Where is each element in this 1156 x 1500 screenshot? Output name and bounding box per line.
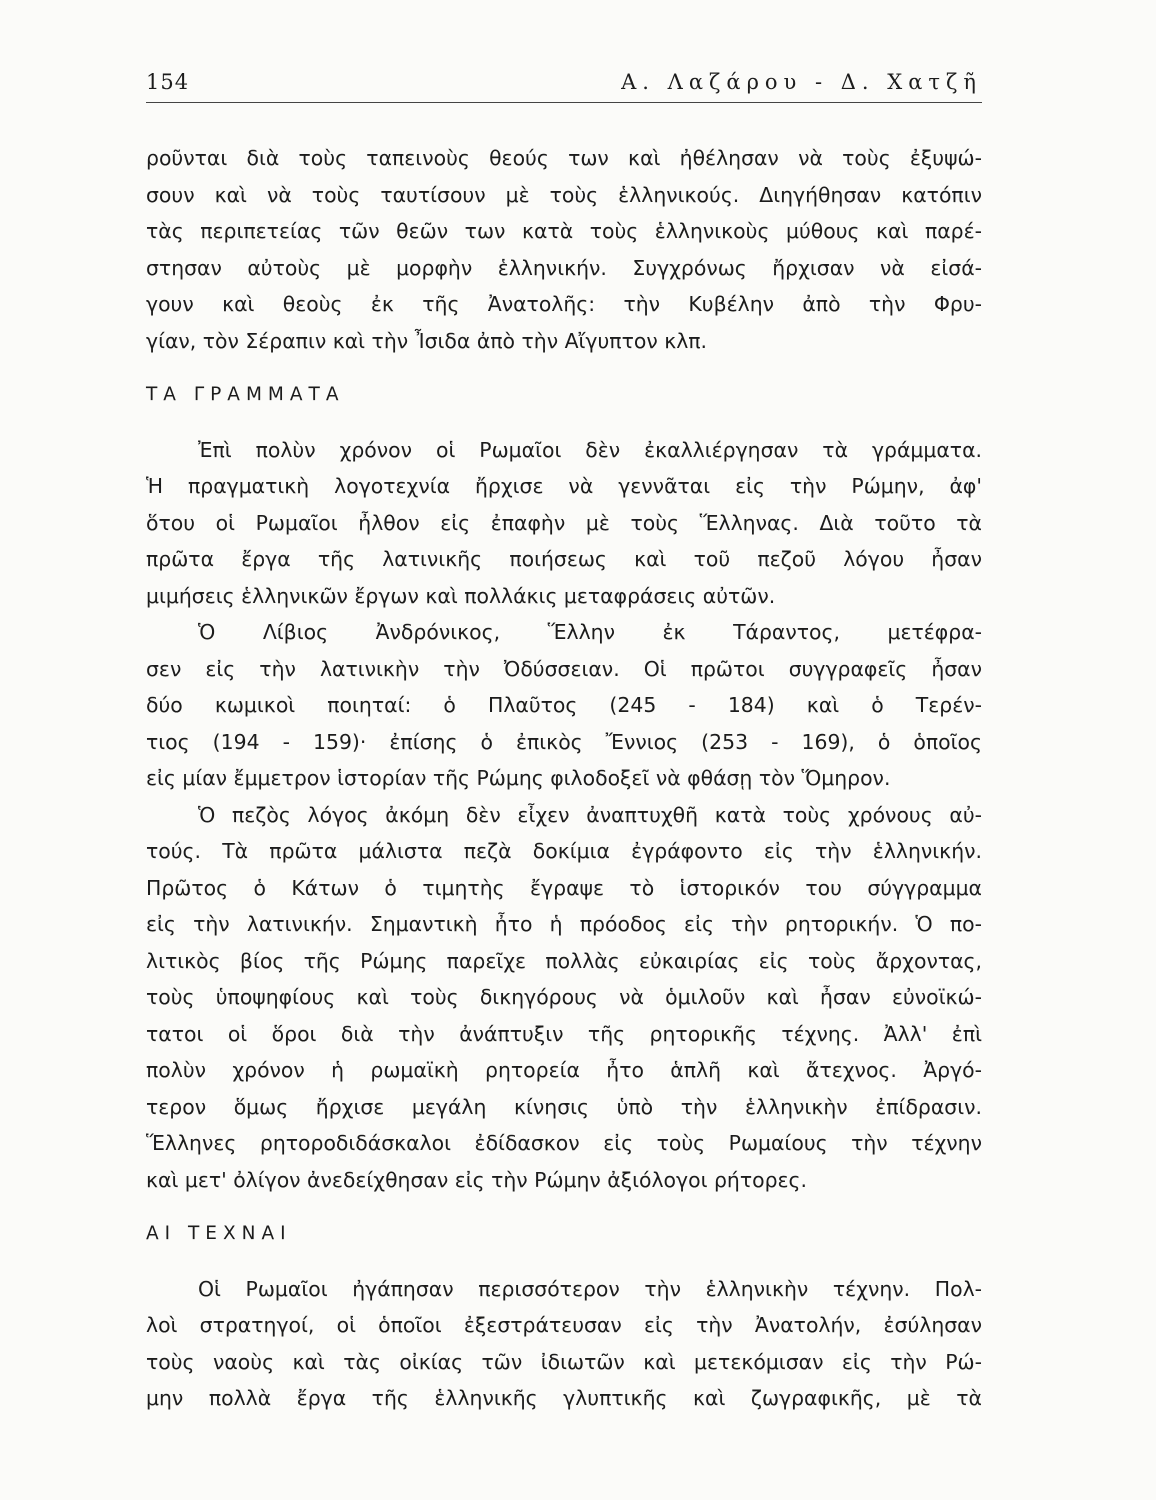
text-line: Οἱ Ρωμαῖοι ἠγάπησαν περισσότερον τὴν ἑλληνικὴν τέχνην. Πολ- <box>198 1276 982 1301</box>
text-line: ὅτου οἱ Ρωμαῖοι ἦλθον εἰς ἐπαφὴν μὲ τοὺς Ἕλληνας. Διὰ τοῦτο τὰ <box>146 510 982 535</box>
text-line: τοὺς ναοὺς καὶ τὰς οἰκίας τῶν ἰδιωτῶν καὶ μετεκόμισαν εἰς τὴν Ρώ- <box>146 1349 982 1374</box>
paragraph <box>146 432 982 615</box>
text-line: Ὁ πεζὸς λόγος ἀκόμη δὲν εἶχεν ἀναπτυχθῆ κατὰ τοὺς χρόνους αὐ- <box>198 802 982 827</box>
text-line: τοὺς ὑποψηφίους καὶ τοὺς δικηγόρους νὰ ὁμιλοῦν καὶ ἦσαν εὐνοϊκώ- <box>146 985 982 1009</box>
text-line: τὰς περιπετείας τῶν θεῶν των κατὰ τοὺς ἑλληνικοὺς μύθους καὶ παρέ- <box>146 219 982 243</box>
text-line: λιτικὸς βίος τῆς Ρώμης παρεῖχε πολλὰς εὐκαιρίας εἰς τοὺς ἄρχοντας, <box>146 948 982 973</box>
text-line: γουν καὶ θεοὺς ἐκ τῆς Ἀνατολῆς: τὴν Κυβέλην ἀπὸ τὴν Φρυ- <box>146 292 982 316</box>
text-line: τερον ὅμως ἤρχισε μεγάλη κίνησις ὑπὸ τὴν ἑλληνικὴν ἐπίδρασιν. <box>146 1094 982 1119</box>
body-text <box>146 140 982 1417</box>
text-line: Ἐπὶ πολὺν χρόνον οἱ Ρωμαῖοι δὲν ἐκαλλιέργησαν τὰ γράμματα. <box>198 437 982 462</box>
text-line: εἰς μίαν ἔμμετρον ἱστορίαν τῆς Ρώμης φιλοδοξεῖ νὰ φθάσῃ τὸν Ὅμηρον. <box>146 766 891 790</box>
text-line: στησαν αὐτοὺς μὲ μορφὴν ἑλληνικήν. Συγχρόνως ἤρχισαν νὰ εἰσά- <box>146 255 982 280</box>
running-head: Α. Λαζάρου - Δ. Χατζῆ <box>621 70 982 94</box>
text-line: πολὺν χρόνον ἡ ρωμαϊκὴ ρητορεία ἦτο ἁπλῆ καὶ ἄτεχνος. Ἀργό- <box>146 1058 982 1082</box>
text-line: εἰς τὴν λατινικήν. Σημαντικὴ ἦτο ἡ πρόοδος εἰς τὴν ρητορικήν. Ὁ πο- <box>146 912 982 936</box>
page-number: 154 <box>146 70 190 94</box>
paragraph <box>146 140 982 359</box>
page-header <box>146 68 982 103</box>
text-line: μιμήσεις ἑλληνικῶν ἔργων καὶ πολλάκις μεταφράσεις αὐτῶν. <box>146 583 776 608</box>
text-line: μην πολλὰ ἔργα τῆς ἑλληνικῆς γλυπτικῆς καὶ ζωγραφικῆς, μὲ τὰ <box>146 1386 982 1410</box>
paragraph <box>146 1271 982 1417</box>
text-line: σεν εἰς τὴν λατινικὴν τὴν Ὀδύσσειαν. Οἱ πρῶτοι συγγραφεῖς ἦσαν <box>146 656 982 681</box>
text-line: Ἕλληνες ρητοροδιδάσκαλοι ἐδίδασκον εἰς τοὺς Ρωμαίους τὴν τέχνην <box>146 1131 982 1155</box>
text-line: τατοι οἱ ὅροι διὰ τὴν ἀνάπτυξιν τῆς ρητορικῆς τέχνης. Ἀλλ' ἐπὶ <box>146 1021 982 1046</box>
text-line: πρῶτα ἔργα τῆς λατινικῆς ποιήσεως καὶ τοῦ πεζοῦ λόγου ἦσαν <box>146 547 982 571</box>
text-line: γίαν, τὸν Σέραπιν καὶ τὴν Ἶσιδα ἀπὸ τὴν Αἴγυπτον κλπ. <box>146 328 708 353</box>
text-line: καὶ μετ' ὀλίγον ἀνεδείχθησαν εἰς τὴν Ρώμην ἀξιόλογοι ρήτορες. <box>146 1167 807 1192</box>
text-line: λοὶ στρατηγοί, οἱ ὁποῖοι ἐξεστράτευσαν εἰς τὴν Ἀνατολήν, ἐσύλησαν <box>146 1313 982 1337</box>
text-line: Πρῶτος ὁ Κάτων ὁ τιμητὴς ἔγραψε τὸ ἱστορικόν του σύγγραμμα <box>146 875 982 900</box>
text-line: Ὁ Λίβιος Ἀνδρόνικος, Ἕλλην ἐκ Τάραντος, μετέφρα- <box>198 620 982 644</box>
section-heading: ΑΙ ΤΕΧΝΑΙ <box>146 1223 292 1244</box>
text-line: δύο κωμικοὶ ποιηταί: ὁ Πλαῦτος (245 - 184) καὶ ὁ Τερέν- <box>146 693 982 717</box>
paragraph <box>146 797 982 1199</box>
text-line: σουν καὶ νὰ τοὺς ταυτίσουν μὲ τοὺς ἑλληνικούς. Διηγήθησαν κατόπιν <box>146 182 982 207</box>
text-line: τιος (194 - 159)· ἐπίσης ὁ ἐπικὸς Ἔννιος (253 - 169), ὁ ὁποῖος <box>146 729 982 754</box>
text-line: ροῦνται διὰ τοὺς ταπεινοὺς θεούς των καὶ ἠθέλησαν νὰ τοὺς ἐξυψώ- <box>146 146 982 170</box>
text-line: τούς. Τὰ πρῶτα μάλιστα πεζὰ δοκίμια ἐγράφοντο εἰς τὴν ἑλληνικήν. <box>146 839 982 863</box>
text-line: Ἡ πραγματικὴ λογοτεχνία ἤρχισε νὰ γεννᾶται εἰς τὴν Ρώμην, ἀφ' <box>146 474 982 498</box>
section-heading: ΤΑ ΓΡΑΜΜΑΤΑ <box>146 384 345 405</box>
paragraph <box>146 614 982 797</box>
